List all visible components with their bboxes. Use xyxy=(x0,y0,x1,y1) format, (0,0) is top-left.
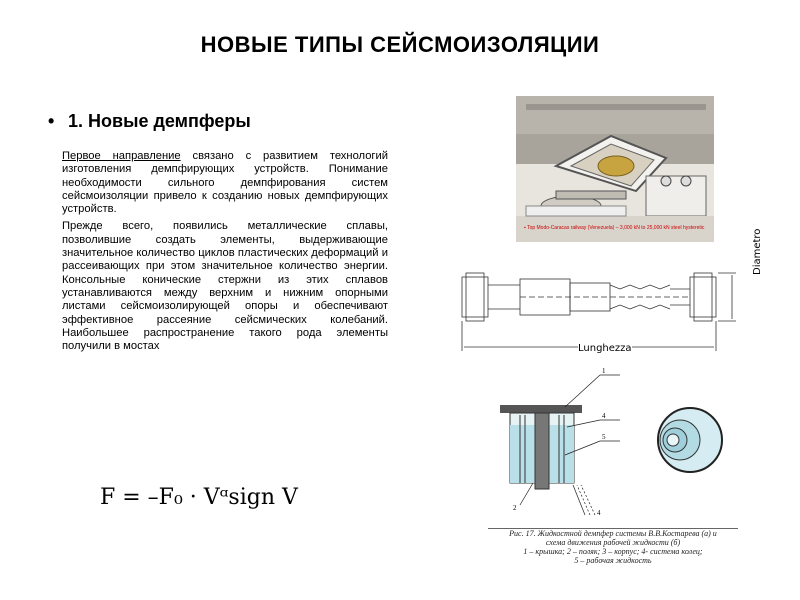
paragraph-1 xyxy=(62,150,388,216)
drawing-diameter-label: Diametro xyxy=(752,228,763,275)
damping-formula: F = –F₀ · Vᵅsign V xyxy=(100,485,298,510)
damper-label-2: 2 xyxy=(513,504,517,512)
photo-caption: ▪ Top Modo-Caracas railway (Venezuela) – 3,000 kN to 25,000 kN steel hysteretic xyxy=(524,225,705,231)
damper-label-1: 1 xyxy=(602,367,606,375)
figure-caption-line: 5 – рабочая жидкость xyxy=(574,556,652,565)
bullet-text: 1. Новые демпферы xyxy=(68,111,251,131)
body-text xyxy=(62,150,388,357)
figure-caption xyxy=(488,528,738,575)
damper-label-4b: 4 xyxy=(597,509,601,517)
damper-label-4: 4 xyxy=(602,412,606,420)
damper-drawing xyxy=(460,255,742,355)
paragraph-1-rest: связано с развитием технологий изготовления демпфирующих устройств. Понимание необходимости сильного демпфирования систем сейсмоизоляции привело к созданию новых демпфирующих устройств. xyxy=(62,150,388,216)
paragraph-1-underlined: Первое направление xyxy=(62,150,181,162)
drawing-length-label: Lunghezza xyxy=(578,343,632,354)
bullet-heading xyxy=(48,111,251,132)
damper-photo xyxy=(516,96,714,242)
slide-title: НОВЫЕ ТИПЫ СЕЙСМОИЗОЛЯЦИИ xyxy=(200,32,600,57)
paragraph-2: Прежде всего, появились металлические сплавы, позволившие создать элементы, выдерживающие значительное количество циклов пластических деформаций и рассеивающих при этом значительное количество энергии. Консольные конические стержни из этих сплавов устанавливаются между верхним и нижним опорными листами сейсмоизолирующей опоры и обеспечивают эффективное рассеяние сейсмических колебаний. Наибольшее распространение такого рода элементы получили в мостах xyxy=(62,220,388,353)
figure-caption-line: 1 – крышка; 2 – поляк; 3 – корпус; 4- система колец; xyxy=(523,547,703,556)
figure-caption-line: схема движения рабочей жидкости (б) xyxy=(545,538,681,547)
damper-label-5: 5 xyxy=(602,433,606,441)
figure-caption-line: Рис. 17. Жидкостной демпфер системы В.В.Костарева (а) и xyxy=(509,529,717,538)
bullet-marker: • xyxy=(48,111,55,131)
liquid-damper-schematic xyxy=(495,365,745,525)
